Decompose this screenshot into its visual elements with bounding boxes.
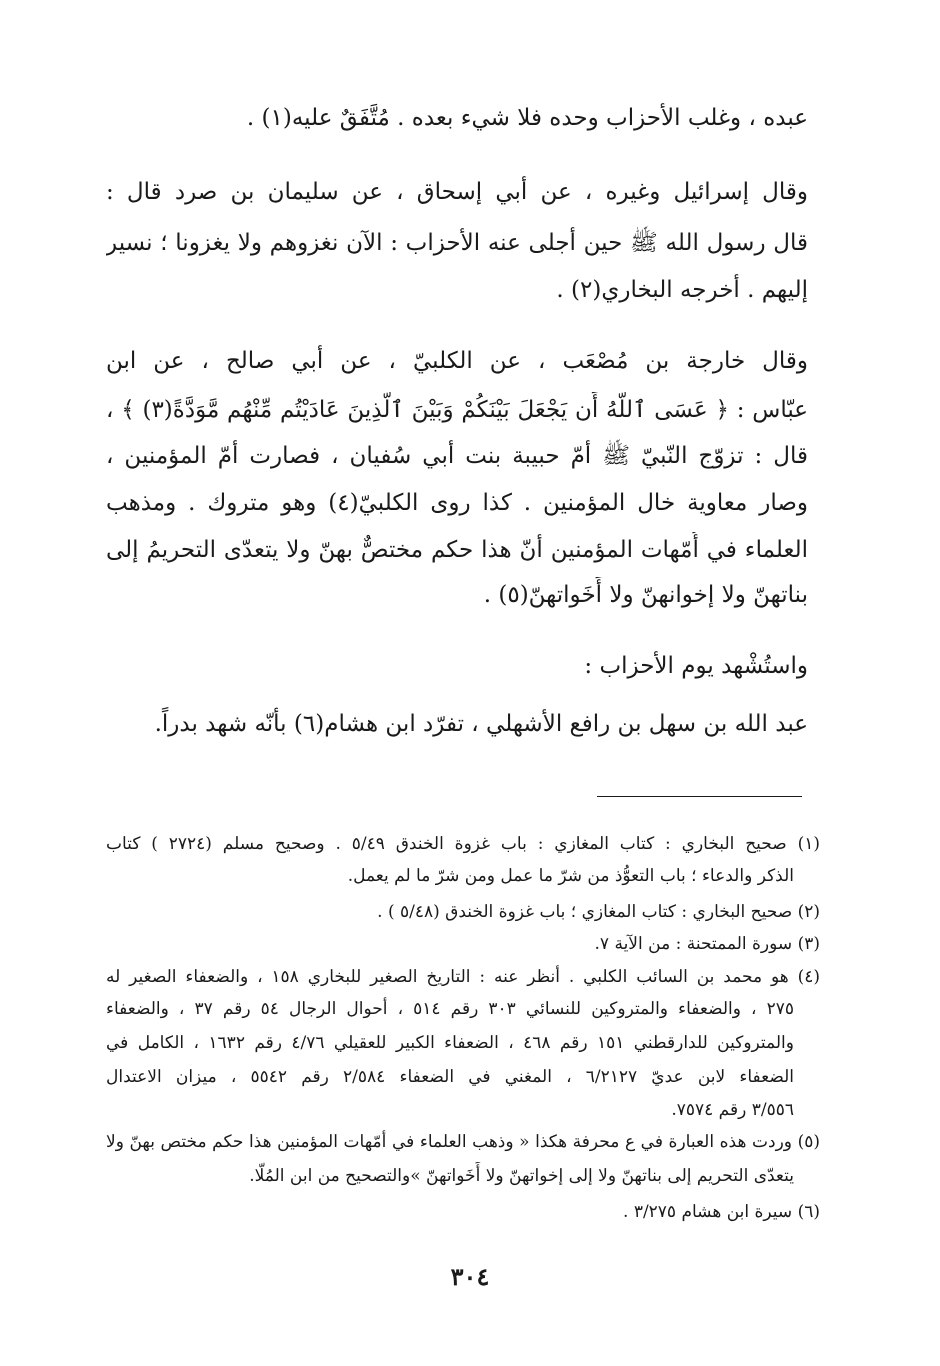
text-line: عبده ، وغلب الأحزاب وحده فلا شيء بعده . مُتَّفَقٌ عليه(١) . [246,105,808,131]
footnote-line: والمتروكين للدارقطني ١٥١ رقم ٤٦٨ ، الضعفاء الكبير للعقيلي ٤/٧٦ رقم ١٦٣٢ ، الكامل في [106,1033,794,1053]
footnote-line: (٣) سورة الممتحنة : من الآية ٧. [594,934,820,954]
footnote-line: الضعفاء لابن عديّ ٦/٢١٢٧ ، المغني في الضعفاء ٢/٥٨٤ رقم ٥٥٤٢ ، ميزان الاعتدال [106,1067,794,1087]
footnote-line: (٦) سيرة ابن هشام ٣/٢٧٥ . [623,1202,820,1222]
text-line: إليهم . أخرجه البخاري(٢) . [556,277,808,303]
footnote-line: (٢) صحيح البخاري : كتاب المغازي ؛ باب غزوة الخندق (٥/٤٨ ) . [377,902,820,922]
footnote-line: (٤) هو محمد بن السائب الكلبي . أنظر عنه : التاريخ الصغير للبخاري ١٥٨ ، والضعفاء الصغير له [106,967,820,987]
text-line: قال رسول الله ﷺ حين أجلى عنه الأحزاب : الآن نغزوهم ولا يغزونا ؛ نسير [106,230,808,256]
text-line: قال : تزوّج النّبيّ ﷺ أمّ حبيبة بنت أبي سُفيان ، فصارت أمّ المؤمنين ، [106,443,808,469]
text-line: عبّاس : ﴿ عَسَى ٱللَّهُ أَن يَجْعَلَ بَيْنَكُمْ وَبَيْنَ ٱلَّذِينَ عَادَيْتُم مِّنْهُم مَّوَدَّةً(٣) ﴾ ، [106,397,808,423]
footnote-divider [597,796,802,797]
text-line: واستُشْهد يوم الأحزاب : [584,653,808,679]
footnote-line: ٢٧٥ ، والضعفاء والمتروكين للنسائي ٣٠٣ رقم ٥١٤ ، أحوال الرجال ٥٤ رقم ٣٧ ، والضعفاء [106,999,794,1019]
text-line: بناتهنّ ولا إخوانهنّ ولا أَخَواتهنّ(٥) . [483,582,808,608]
footnote-line: يتعدّى التحريم إلى بناتهنّ ولا إلى إخواتهنّ ولا أَخَواتهنّ »والتصحيح من ابن المُلّا. [249,1166,794,1186]
footnote-line: ٣/٥٥٦ رقم ٧٥٧٤. [671,1100,794,1120]
text-line: وصار معاوية خال المؤمنين . كذا روى الكلبيّ(٤) وهو متروك . ومذهب [106,490,808,516]
text-line: وقال إسرائيل وغيره ، عن أبي إسحاق ، عن سليمان بن صرد قال : [106,179,808,205]
text-line: العلماء في أُمّهات المؤمنين أنّ هذا حكم مختصٌّ بهنّ ولا يتعدّى التحريمُ إلى [106,537,808,563]
footnote-line: (٥) وردت هذه العبارة في ع محرفة هكذا « وذهب العلماء في أمّهات المؤمنين هذا حكم مختص بهنّ ولا [106,1132,820,1152]
page-number: ٣٠٤ [450,1262,490,1291]
footnote-line: الذكر والدعاء ؛ باب التعوُّذ من شرّ ما عمل ومن شرّ ما لم يعمل. [347,866,794,886]
text-line: وقال خارجة بن مُصْعَب ، عن الكلبيّ ، عن أبي صالح ، عن ابن [106,348,808,374]
footnote-line: (١) صحيح البخاري : كتاب المغازي : باب غزوة الخندق ٥/٤٩ . وصحيح مسلم (٢٧٢٤ ) كتاب [106,834,820,854]
text-line: عبد الله بن سهل بن رافع الأشهلي ، تفرّد ابن هشام(٦) بأنّه شهد بدراً. [154,711,808,737]
